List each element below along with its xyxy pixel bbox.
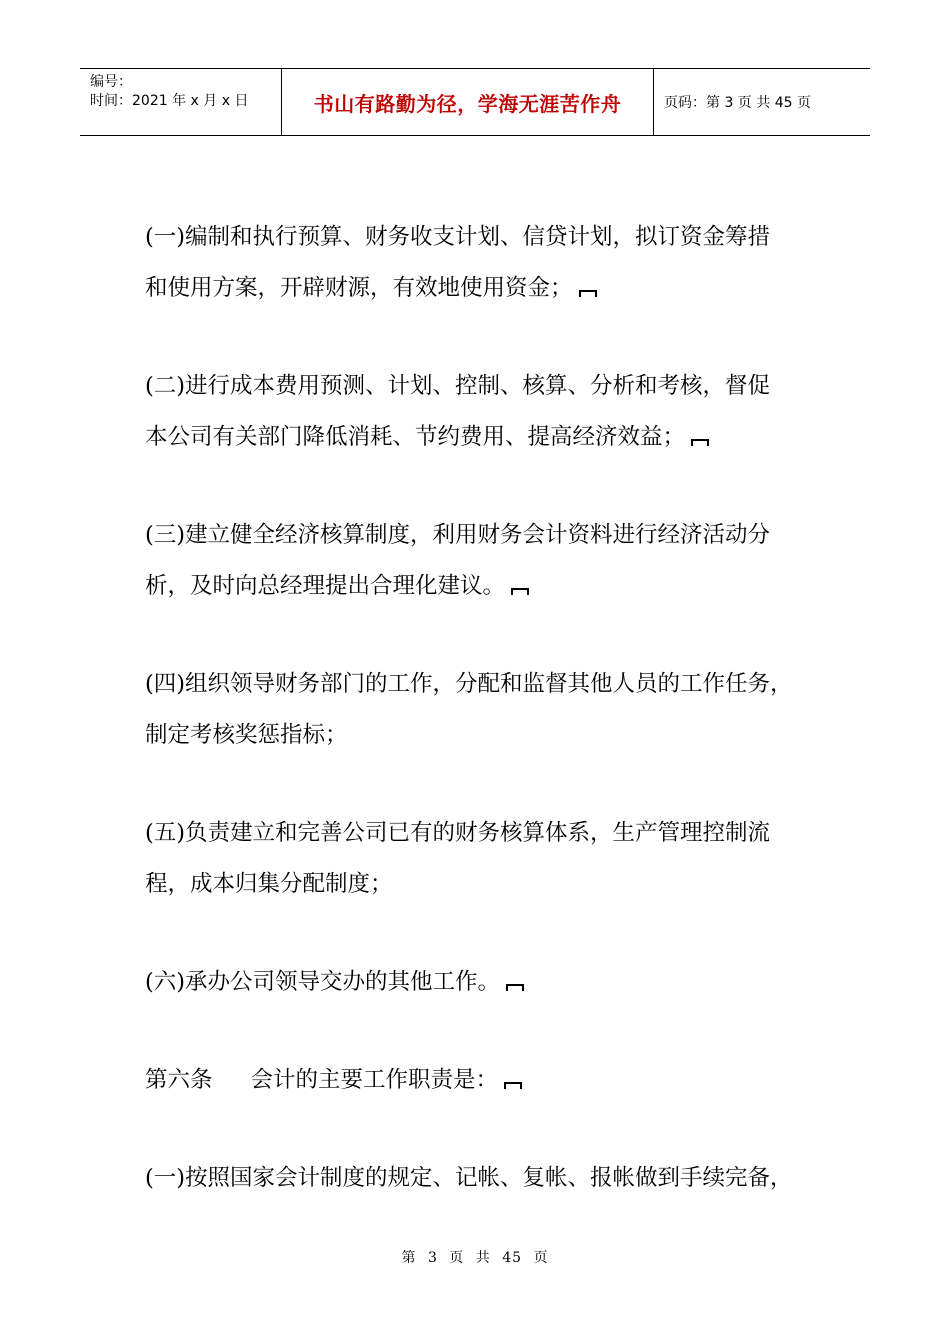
article-text: 会计的主要工作职责是： — [250, 1067, 499, 1093]
page-header — [80, 68, 870, 136]
paragraph-1 — [145, 212, 825, 314]
header-page-info: 页码：第 3 页 共 45 页 — [664, 95, 811, 111]
document-body — [145, 212, 825, 1251]
paragraph-mark-icon — [506, 984, 524, 991]
paragraph-line: 程，成本归集分配制度； — [145, 871, 393, 897]
paragraph-8 — [145, 1153, 825, 1204]
paragraph-mark-icon — [579, 290, 597, 297]
paragraph-6 — [145, 957, 825, 1008]
article-heading — [145, 1055, 825, 1106]
page-footer: 第 3 页 共 45 页 — [401, 1250, 549, 1266]
paragraph-line: (三)建立健全经济核算制度，利用财务会计资料进行经济活动分 — [145, 522, 771, 548]
paragraph-mark-icon — [511, 588, 529, 595]
paragraph-line: (四)组织领导财务部门的工作，分配和监督其他人员的工作任务， — [145, 671, 793, 697]
header-number-label: 编号： — [90, 74, 132, 90]
paragraph-3 — [145, 510, 825, 612]
paragraph-line: (五)负责建立和完善公司已有的财务核算体系，生产管理控制流 — [145, 820, 771, 846]
header-motto: 书山有路勤为径，学海无涯苦作舟 — [282, 69, 654, 135]
paragraph-line: 本公司有关部门降低消耗、节约费用、提高经济效益； — [145, 424, 686, 450]
paragraph-mark-icon — [504, 1082, 522, 1089]
paragraph-line: 析，及时向总经理提出合理化建议。 — [145, 573, 506, 599]
paragraph-line: (六)承办公司领导交办的其他工作。 — [145, 969, 501, 995]
paragraph-4 — [145, 659, 825, 761]
header-time-label: 时间：2021 年 x 月 x 日 — [90, 93, 249, 109]
article-number: 第六条 — [145, 1067, 213, 1093]
paragraph-line: (一)编制和执行预算、财务收支计划、信贷计划，拟订资金筹措 — [145, 224, 771, 250]
paragraph-line: (一)按照国家会计制度的规定、记帐、复帐、报帐做到手续完备， — [145, 1165, 793, 1191]
paragraph-mark-icon — [691, 439, 709, 446]
paragraph-2 — [145, 361, 825, 463]
paragraph-line: (二)进行成本费用预测、计划、控制、核算、分析和考核，督促 — [145, 373, 771, 399]
paragraph-5 — [145, 808, 825, 910]
paragraph-line: 制定考核奖惩指标； — [145, 722, 348, 748]
paragraph-line: 和使用方案，开辟财源，有效地使用资金； — [145, 275, 573, 301]
header-meta — [80, 69, 282, 135]
